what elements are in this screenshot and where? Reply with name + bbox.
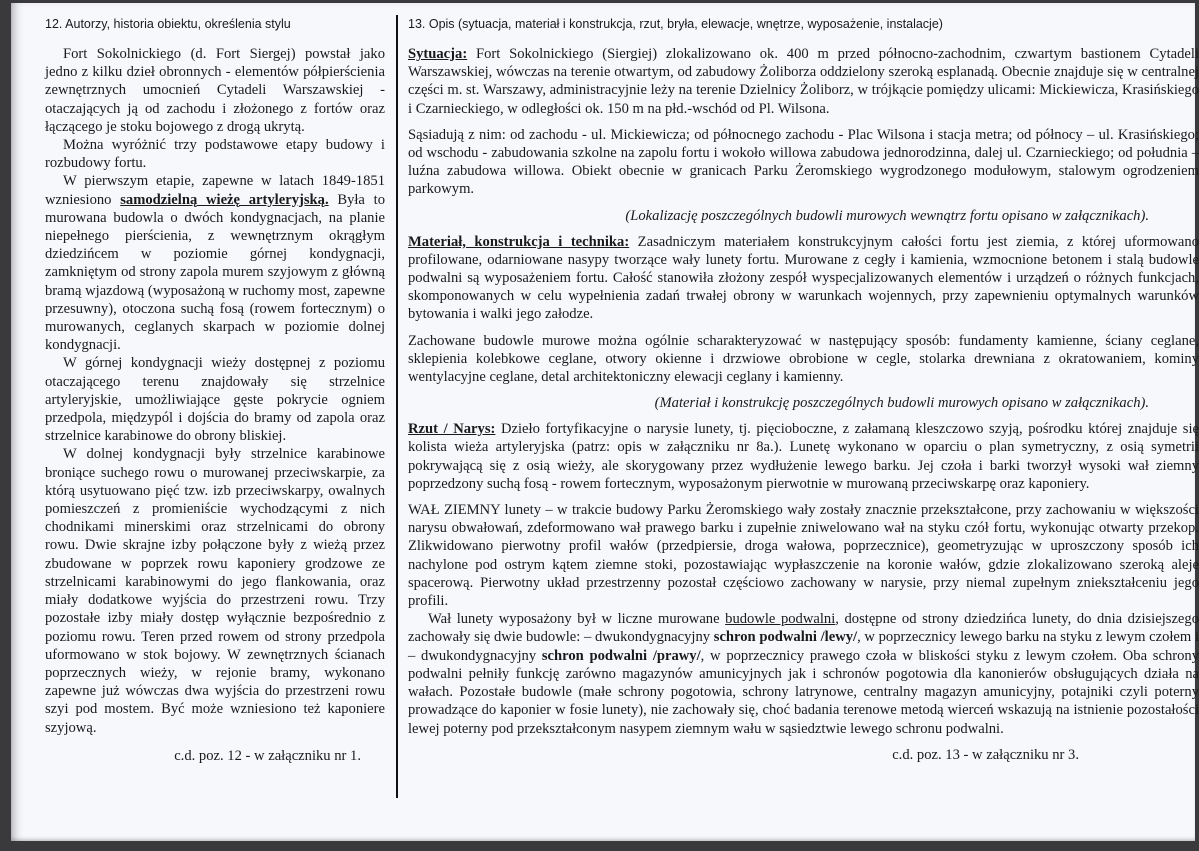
text: , w poprzecznicy lewego barku na styku z lewym czołem i – dwukondygnacyjny <box>408 629 1199 664</box>
continuation-note: c.d. poz. 13 - w załączniku nr 3. <box>892 746 1079 763</box>
section-13-heading: 13. Opis (sytuacja, materiał i konstrukcja, rzut, bryła, elewacje, wnętrze, wyposażenie, instalacje) <box>408 17 943 31</box>
section-12-heading: 12. Autorzy, historia obiektu, określenia stylu <box>45 17 291 31</box>
note-location: (Lokalizację poszczególnych budowli murowych wewnątrz fortu opisano w załącznikach). <box>625 207 1149 224</box>
document-sheet <box>11 3 1199 841</box>
text: , w poprzecznicy prawego czoła w bliskości styku z lewym czołem. Oba schrony podwalni pełniły funkcję zarówno magazynów amunicyjnych jak i schronów pogotowia dla kanonierów obsługujących działa na wałach. Pozostałe budowle (małe schrony pogotowia, schrony latrynowe, centralny magazyn amunicyjny, potajniki czyli poterny prowadzące do kaponier w fosie lunety), nie zachowały się, choć badania terenowe metodą wierceń wskazują na istnienie pozostałości lewej poterny pod przekształconym nasypem ziemnym wału w sąsiedztwie lewego schronu podwalni. <box>408 647 1199 737</box>
section-12 <box>45 3 385 765</box>
left-shelter: schron podwalni /lewy/ <box>713 629 858 646</box>
text: Dzieło fortyfikacyjne o narysie lunety, tj. pięcioboczne, z załamaną kleszczowo szyją, pośrodku której znajduje się kolista wieża artyleryjska (patrz: opis w załączniku nr 8a.). Lunetę wykonano w oparciu o plan symetryczny, z osią symetrii pokrywającą się z osią wieży, ale skorygowany przez wydłużenie lewego barku. Jej czoła i barki tworzył wysoki wał ziemny poprzedzony suchą fosą - rowem fortecznym, wyposażonym pierwotnie w murowaną przeciwskarpę oraz kaponiery. <box>408 421 1199 492</box>
material-label: Materiał, konstrukcja i technika: <box>408 233 630 250</box>
text: W pierwszym etapie, zapewne w latach 1849-1851 wzniesiono <box>45 173 385 208</box>
text: Zasadniczym materiałem konstrukcyjnym całości fortu jest ziemia, z której uformowano profilowane, odarniowane nasypy tworzące wały lunety fortu. Murowane z cegły i kamienia, wzmocnione betonem i stalą budowle podwalni są wyposażeniem fortu. Całość stanowiła złożony zespół wyspecjalizowanych elementów i urządzeń o różnych funkcjach, skomponowanych w celu wypełnienia zadań trwałej obrony w warunkach wojennych, przy zapewnieniu optymalnych warunków bytowania i walki jego załodze. <box>408 233 1199 323</box>
paragraph-casemates <box>408 610 1199 737</box>
paragraph-stages: Można wyróżnić trzy podstawowe etapy budowy i rozbudowy fortu. <box>45 137 385 172</box>
text: Była to murowana budowla o dwóch kondygnacjach, na planie niepełnego pierścienia, z wewnętrznym okrągłym dziedzińcem w poziomie górnej kondygnacji, zamkniętym od strony zapola murem szyjowym z główną bramą wjazdową (wyposażoną w ruchomy most, zapewne przesuwny), otoczona suchą fosą (rowem fortecznym) o murowanych, ceglanych skarpach w poziomie dolnej kondygnacji. <box>45 191 385 354</box>
tower-highlight: samodzielną wieżę artyleryjską. <box>120 191 329 208</box>
paragraph-buildings: Zachowane budowle murowe można ogólnie scharakteryzować w następujący sposób: fundamenty kamienne, ściany ceglane, sklepienia kolebkowe ceglane, otwory okienne i drzwiowe obrobione w cegle, stolarka drewniana z okratowaniem, kominy wentylacyjne ceglane, detal architektoniczny elewacji ceglany i kamienny. <box>408 332 1199 386</box>
text: Fort Sokolnickiego (Siergiej) zlokalizowano ok. 400 m przed północno-zachodnim, czwartym bastionem Cytadeli Warszawskiej, wówczas na terenie otwartym, od zabudowy Żoliborza oddzielony szeroką esplanadą. Obecnie znajduje się w centralnej części m. st. Warszawy, administracyjnie leży na terenie Dzielnicy Żoliborz, w trójkącie pomiędzy ulicami: Mickiewicza, Krasińskiego i Czarnieckiego, w odległości ok. 150 m na płd.-wschód od Pl. Wilsona. <box>408 46 1199 117</box>
paragraph-neighbors: Sąsiadują z nim: od zachodu - ul. Mickiewicza; od północnego zachodu - Plac Wilsona i stacja metra; od północy – ul. Krasińskiego; od wschodu - zabudowania szkolne na zapolu fortu i wokoło willowa zabudowa jednorodzinna, dalej ul. Czarnieckiego; od południa – luźna zabudowa willowa. Obiekt obecnie w granicach Parku Żeromskiego wygrodzonego modułowym, stalowym ogrodzeniem parkowym. <box>408 126 1199 198</box>
text: Wał lunety wyposażony był w liczne murowane <box>428 611 726 628</box>
plan-label: Rzut / Narys: <box>408 421 496 438</box>
paragraph-lower-level: W dolnej kondygnacji były strzelnice karabinowe broniące suchego rowu o murowanej przeciwskarpie, za którą usytuowano pięć tzw. izb przeciwskarpy, owalnych pomieszczeń z promieniście wychodzącymi z nich chodnikami minerskimi oraz strzelnicami do obrony rowu. Dwie skrajne izby połączone były z wieżą przez zbudowane w poprzek rowu kaponiery grodzowe ze strzelnicami karabinowymi do jego flankowania, oraz miały dodatkowe wyjścia do przestrzeni rowu. Trzy pozostałe izby miały dostęp wyłącznie bezpośrednio z poziomu rowu. Teren przed rowem od strony przedpola uformowano w stok bojowy. W zewnętrznych ścianach poprzecznych wieży, w rejonie bramy, wykonano zapewne już wówczas dwa wyjścia do przestrzeni rowu szyi pod mostem. Być może wzniesiono też kaponiere szyjową. <box>45 446 385 736</box>
paragraph-situation <box>408 45 1199 118</box>
text: , dostępne od strony dziedzińca lunety, do dnia dzisiejszego zachowały się dwie budowle: – dwukondygnacyjny <box>408 611 1199 646</box>
section-13 <box>408 3 1199 764</box>
paragraph-rampart: WAŁ ZIEMNY lunety – w trakcie budowy Parku Żeromskiego wały zostały znacznie przekształcone, przy zachowaniu w większości narysu obwałowań, zdeformowano wał prawego barku i zupełnie zniwelowano wał na styku czół fortu, wykonując otwarty przekop. Zlikwidowano pierwotny profil wałów (przedpiersie, droga wałowa, poprzecznice), geometryzując w uproszczony sposób ich nachylone pod ostrym kątem ziemne stoki, pozostawiając wypłaszczenie na koronie wałów, gdzie zlokalizowano szeroką aleje spacerową. Pierwotny układ przestrzenny pozostał częściowo zachowany w narysie, przy niemal zupełnym zniekształceniu jego profili. <box>408 502 1199 610</box>
continuation-note: c.d. poz. 12 - w załączniku nr 1. <box>174 747 361 764</box>
column-divider <box>396 15 398 798</box>
casemates-underline: budowle podwalni <box>725 611 836 628</box>
note-material: (Materiał i konstrukcję poszczególnych budowli murowych opisano w załącznikach). <box>654 395 1149 412</box>
paragraph-plan <box>408 420 1199 493</box>
paragraph-first-stage <box>45 172 385 354</box>
situation-label: Sytuacja: <box>408 46 468 62</box>
paragraph-origin: Fort Sokolnickiego (d. Fort Siergej) powstał jako jedno z kilku dzieł obronnych - elementów półpierścienia zewnętrznych umocnień Cytadeli Warszawskiej - otaczających ją od zachodu i złożonego z fortów oraz łączącego je stoku bojowego z drogą ukrytą. <box>45 46 385 135</box>
paragraph-upper-level: W górnej kondygnacji wieży dostępnej z poziomu otaczającego terenu znajdowały się strzelnice artyleryjskie, umożliwiające gęste pokrycie ogniem przedpola, międzypól i dojścia do bramy od zapola oraz strzelnice karabinowe do obrony bliskiej. <box>45 355 385 445</box>
paragraph-material <box>408 233 1199 324</box>
right-shelter: schron podwalni /prawy/ <box>541 647 701 664</box>
